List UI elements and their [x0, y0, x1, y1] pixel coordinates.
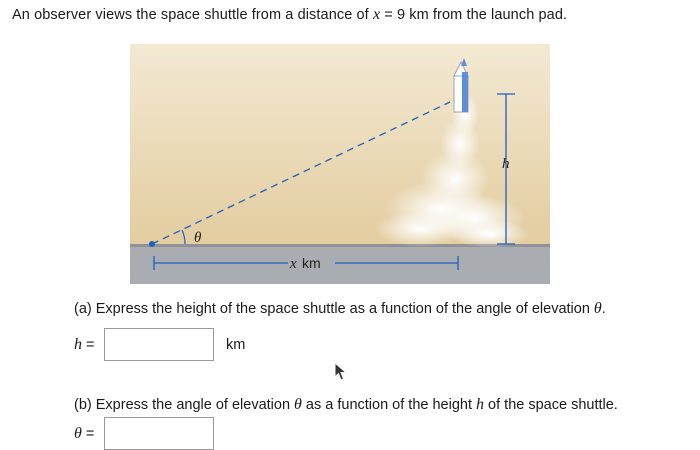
answer-a-label — [74, 336, 104, 354]
answer-row-a — [74, 328, 245, 361]
label-km: km — [302, 255, 321, 271]
label-h: h — [502, 156, 510, 172]
answer-b-label — [74, 425, 104, 443]
shuttle-figure — [130, 44, 550, 284]
shuttle-diagram — [130, 44, 550, 284]
answer-a-eq: = — [82, 336, 95, 353]
observer-point — [149, 241, 155, 247]
variable-x: x — [372, 6, 381, 23]
answer-b-eq: = — [81, 425, 95, 442]
label-x: x — [290, 256, 297, 272]
part-b-prefix: (b) Express the angle of elevation — [74, 397, 295, 413]
part-a-prefix: (a) Express the height of the space shuttle as a function of the angle of elevation — [74, 301, 594, 317]
answer-b-var: θ — [74, 424, 82, 442]
part-a-theta: θ — [593, 300, 602, 317]
part-b-h: h — [476, 396, 485, 413]
part-b-middle: as a function of the height — [301, 397, 477, 413]
part-a-suffix: . — [601, 301, 606, 317]
question-part-a — [74, 300, 606, 318]
mouse-pointer-icon — [334, 362, 348, 387]
ground — [130, 244, 550, 284]
answer-b-input[interactable] — [104, 417, 214, 450]
answer-a-unit: km — [226, 336, 246, 353]
answer-row-b — [74, 417, 214, 450]
answer-a-input[interactable] — [104, 328, 214, 361]
problem-equals: = 9 km from the launch pad. — [380, 7, 568, 23]
problem-prefix: An observer views the space shuttle from a distance of — [12, 7, 373, 23]
problem-statement — [12, 6, 567, 24]
answer-a-var: h — [74, 335, 82, 353]
label-theta: θ — [194, 230, 202, 246]
part-b-suffix: of the space shuttle. — [484, 397, 618, 413]
part-b-theta: θ — [294, 396, 302, 413]
question-part-b — [74, 396, 618, 414]
